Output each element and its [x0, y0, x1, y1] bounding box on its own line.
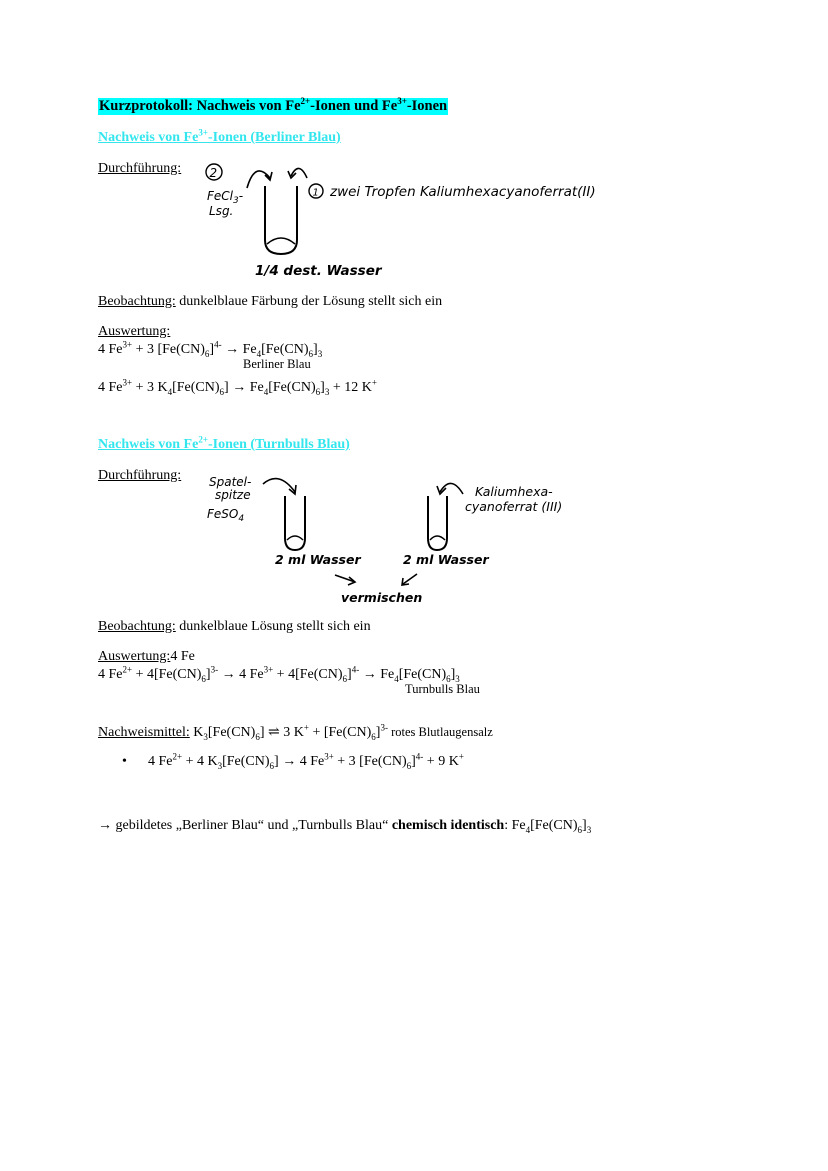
sketch-berliner-blau — [195, 158, 635, 283]
equation-4: 4 $Fe^{2+} + 4$ $K_3[Fe(CN)_6] \to 4$ $Fe^{3+} + 3$ $[Fe(CN)_6]^{4-} + 9$ K+ — [148, 751, 464, 771]
bullet-icon: • — [122, 754, 127, 769]
sketch-tropfen: zwei Tropfen Kaliumhexacyanoferrat(II) — [330, 184, 596, 200]
sketch-wasser-right: 2 ml Wasser — [403, 552, 489, 567]
section-heading-berliner-blau: Nachweis von $Fe^{3+}$-Ionen (Berliner Blau) — [98, 127, 341, 145]
sketch-label-1: 1 — [312, 187, 319, 199]
svg-text:FeCl3-: FeCl$_3$- — [207, 189, 244, 206]
sketch-spatel: Spatel- — [209, 475, 252, 489]
arrow-right-icon: → — [98, 818, 112, 833]
equation-1: 4 $Fe^{3+} + 3$ $[Fe(CN)_6]^{4-} \to Fe_4[Fe(CN)_6]_3$ — [98, 339, 323, 359]
section-heading-turnbulls-blau: Nachweis von $Fe^{2+}$-Ionen (Turnbulls Blau) — [98, 434, 350, 452]
equation-3-note: Turnbulls Blau — [405, 682, 480, 696]
durchfuehrung-label-1: Durchführung: — [98, 161, 182, 176]
svg-text:FeSO4: FeSO$_4$ — [207, 507, 245, 524]
auswertung-label-1: Auswertung: — [98, 324, 171, 339]
sketch-wasser-1: 1/4 dest. Wasser — [255, 263, 382, 279]
sketch-vermischen: vermischen — [341, 590, 423, 605]
nachweismittel: Nachweismittel: $K_3[Fe(CN)_6]$ ⇌ 3 $K^+ + [Fe(CN)_6]^{3-}$ rotes Blutlaugensalz — [98, 722, 493, 742]
beobachtung-1: Beobachtung: dunkelblaue Färbung der Lösung stellt sich ein — [98, 294, 443, 309]
conclusion: → gebildetes „Berliner Blau“ und „Turnbulls Blau“ chemisch identisch: $Fe_4[Fe(CN)_6]_3$ — [98, 818, 592, 835]
sketch-label-2: 2 — [209, 166, 218, 180]
sketch-wasser-left: 2 ml Wasser — [275, 552, 361, 567]
equation-2: 4 $Fe^{3+} + 3$ $K_4[Fe(CN)_6] \to Fe_4[Fe(CN)_6]_3 + 12$ K+ — [98, 377, 377, 397]
sketch-spitze: spitze — [215, 488, 251, 502]
sketch-fecl3: FeCl — [207, 189, 233, 203]
sketch-feso4: FeSO — [207, 507, 239, 521]
page-title: Kurzprotokoll: Nachweis von $Fe^{2+}$-Ionen und $Fe^{3+}$-Ionen — [99, 96, 448, 114]
sketch-kalium1: Kaliumhexa- — [475, 484, 553, 499]
auswertung-label-2: Auswertung:4 Fe — [98, 649, 195, 664]
sketch-lsg: Lsg. — [209, 204, 234, 218]
sketch-kalium2: cyanoferrat (III) — [465, 499, 563, 514]
durchfuehrung-label-2: Durchführung: — [98, 468, 182, 483]
beobachtung-2: Beobachtung: dunkelblaue Lösung stellt sich ein — [98, 619, 371, 634]
sketch-turnbulls-blau — [195, 470, 595, 610]
equation-3: 4 $Fe^{2+} + 4[Fe(CN)_6]^{3-} \to 4$ $Fe^{3+} + 4[Fe(CN)_6]^{4-} \to Fe_4[Fe(CN)_6]_3$ — [98, 664, 460, 684]
equation-1-note: Berliner Blau — [243, 357, 311, 371]
